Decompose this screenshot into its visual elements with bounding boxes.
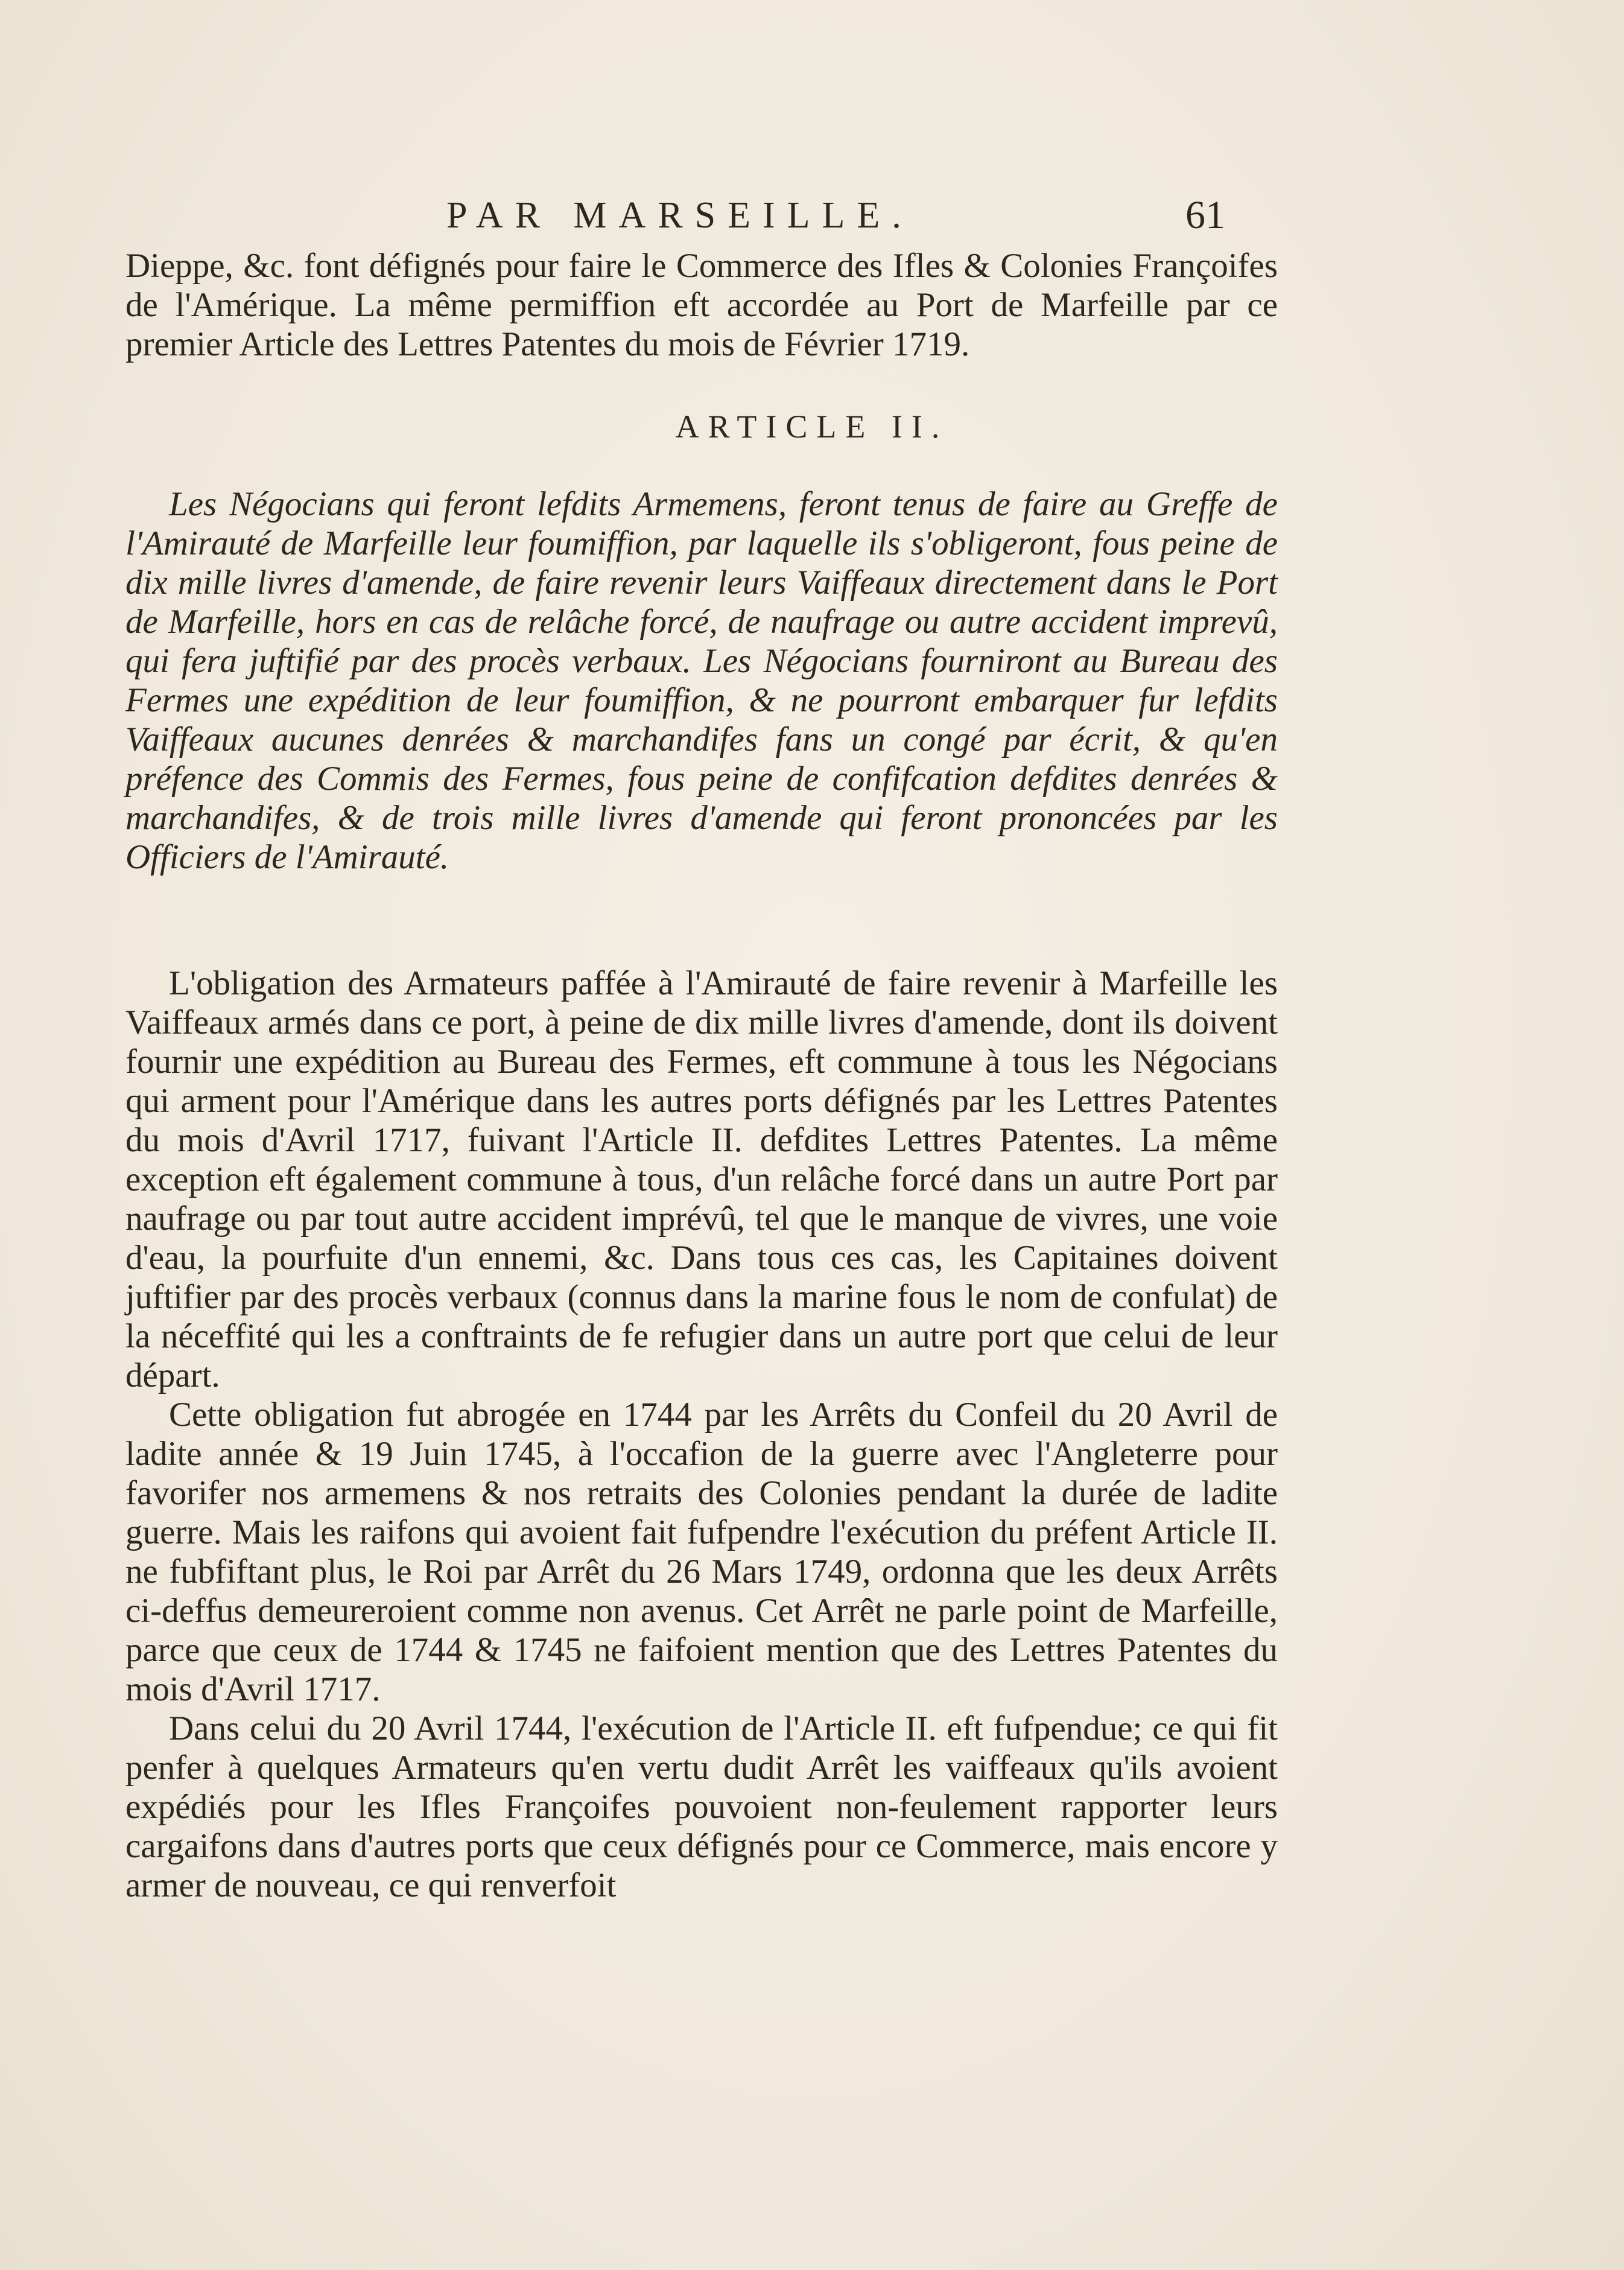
article-heading: ARTICLE II. xyxy=(675,409,949,445)
commentary-paragraph-3: Dans celui du 20 Avril 1744, l'exécution de l'Article II. eft fufpendue; ce qui fit penfer à quelques Armateurs qu'en vertu dudit Arrêt les vaiffeaux qu'ils avoient expédiés pour les Ifles Françoifes pouvoient non-feulement rapporter leurs cargaifons dans d'autres ports que ceux défignés pour ce Commerce, mais encore y armer de nouveau, ce qui renverfoit xyxy=(125,1709,1278,1904)
article-text: Les Négocians qui feront lefdits Armemens, feront tenus de faire au Greffe de l'Amirauté de Marfeille leur foumiffion, par laquelle ils s'obligeront, fous peine de dix mille livres d'amende, de faire revenir leurs Vaiffeaux directement dans le Port de Marfeille, hors en cas de relâche forcé, de naufrage ou autre accident imprevû, qui fera juftifié par des procès verbaux. Les Négocians fourniront au Bureau des Fermes une expédition de leur foumiffion, & ne pourront embarquer fur lefdits Vaiffeaux aucunes denrées & marchandifes fans un congé par écrit, & qu'en préfence des Commis des Fermes, fous peine de confifcation defdites denrées & marchandifes, & de trois mille livres d'amende qui feront prononcées par les Officiers de l'Amirauté. xyxy=(125,485,1278,876)
page-number: 61 xyxy=(1185,193,1225,237)
commentary-paragraph-2: Cette obligation fut abrogée en 1744 par les Arrêts du Confeil du 20 Avril de ladite année & 19 Juin 1745, à l'occafion de la guerre avec l'Angleterre pour favorifer nos armemens & nos retraits des Colonies pendant la durée de ladite guerre. Mais les raifons qui avoient fait fufpendre l'exécution du préfent Article II. ne fubfiftant plus, le Roi par Arrêt du 26 Mars 1749, ordonna que les deux Arrêts ci-deffus demeureroient comme non avenus. Cet Arrêt ne parle point de Marfeille, parce que ceux de 1744 & 1745 ne faifoient mention que des Lettres Patentes du mois d'Avril 1717. xyxy=(125,1396,1278,1708)
commentary-block xyxy=(125,964,1278,1905)
article-text-block xyxy=(125,485,1278,877)
intro-paragraph xyxy=(125,246,1278,364)
running-head: PAR MARSEILLE. xyxy=(446,195,913,236)
commentary-paragraph-1: L'obligation des Armateurs paffée à l'Amirauté de faire revenir à Marfeille les Vaiffeaux armés dans ce port, à peine de dix mille livres d'amende, dont ils doivent fournir une expédition au Bureau des Fermes, eft commune à tous les Négocians qui arment pour l'Amérique dans les autres ports défignés par les Lettres Patentes du mois d'Avril 1717, fuivant l'Article II. defdites Lettres Patentes. La même exception eft également commune à tous, d'un relâche forcé dans un autre Port par naufrage ou par tout autre accident imprévû, tel que le manque de vivres, une voie d'eau, la pourfuite d'un ennemi, &c. Dans tous ces cas, les Capitaines doivent juftifier par des procès verbaux (connus dans la marine fous le nom de confulat) de la néceffité qui les a conftraints de fe refugier dans un autre port que celui de leur départ. xyxy=(125,964,1278,1394)
intro-text: Dieppe, &c. font défignés pour faire le Commerce des Ifles & Colonies Françoifes de l'Amérique. La même permiffion eft accordée au Port de Marfeille par ce premier Article des Lettres Patentes du mois de Février 1719. xyxy=(125,247,1278,363)
page-header xyxy=(0,188,1624,243)
